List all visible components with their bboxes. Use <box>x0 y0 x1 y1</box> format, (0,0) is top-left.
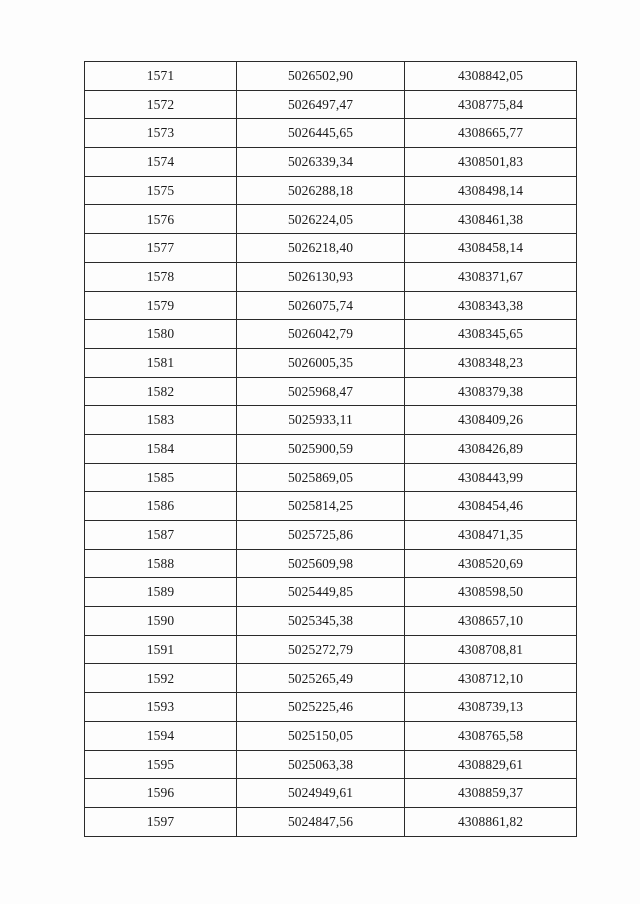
x-coordinate-cell: 5025063,38 <box>237 750 405 779</box>
table-row <box>85 377 577 406</box>
y-coordinate-cell: 4308829,61 <box>405 750 577 779</box>
point-number-cell: 1574 <box>85 148 237 177</box>
table-row <box>85 721 577 750</box>
x-coordinate-cell: 5025609,98 <box>237 549 405 578</box>
point-number-cell: 1585 <box>85 463 237 492</box>
table-row <box>85 119 577 148</box>
point-number-cell: 1572 <box>85 90 237 119</box>
y-coordinate-cell: 4308348,23 <box>405 348 577 377</box>
table-row <box>85 549 577 578</box>
point-number-cell: 1575 <box>85 176 237 205</box>
table-row <box>85 693 577 722</box>
y-coordinate-cell: 4308775,84 <box>405 90 577 119</box>
point-number-cell: 1581 <box>85 348 237 377</box>
y-coordinate-cell: 4308739,13 <box>405 693 577 722</box>
point-number-cell: 1591 <box>85 635 237 664</box>
table-row <box>85 492 577 521</box>
point-number-cell: 1594 <box>85 721 237 750</box>
x-coordinate-cell: 5026075,74 <box>237 291 405 320</box>
table-row <box>85 463 577 492</box>
x-coordinate-cell: 5026288,18 <box>237 176 405 205</box>
table-row <box>85 320 577 349</box>
table-row <box>85 635 577 664</box>
point-number-cell: 1596 <box>85 779 237 808</box>
y-coordinate-cell: 4308471,35 <box>405 521 577 550</box>
coordinates-table-body <box>85 62 577 837</box>
x-coordinate-cell: 5026445,65 <box>237 119 405 148</box>
y-coordinate-cell: 4308371,67 <box>405 262 577 291</box>
point-number-cell: 1579 <box>85 291 237 320</box>
point-number-cell: 1582 <box>85 377 237 406</box>
y-coordinate-cell: 4308520,69 <box>405 549 577 578</box>
table-row <box>85 664 577 693</box>
point-number-cell: 1584 <box>85 434 237 463</box>
table-row <box>85 607 577 636</box>
y-coordinate-cell: 4308501,83 <box>405 148 577 177</box>
x-coordinate-cell: 5026224,05 <box>237 205 405 234</box>
x-coordinate-cell: 5026218,40 <box>237 234 405 263</box>
x-coordinate-cell: 5026502,90 <box>237 62 405 91</box>
table-row <box>85 234 577 263</box>
y-coordinate-cell: 4308409,26 <box>405 406 577 435</box>
y-coordinate-cell: 4308708,81 <box>405 635 577 664</box>
table-row <box>85 779 577 808</box>
x-coordinate-cell: 5025900,59 <box>237 434 405 463</box>
table-row <box>85 62 577 91</box>
y-coordinate-cell: 4308426,89 <box>405 434 577 463</box>
y-coordinate-cell: 4308665,77 <box>405 119 577 148</box>
table-row <box>85 148 577 177</box>
table-row <box>85 521 577 550</box>
table-row <box>85 750 577 779</box>
x-coordinate-cell: 5026339,34 <box>237 148 405 177</box>
y-coordinate-cell: 4308454,46 <box>405 492 577 521</box>
point-number-cell: 1583 <box>85 406 237 435</box>
point-number-cell: 1571 <box>85 62 237 91</box>
x-coordinate-cell: 5026497,47 <box>237 90 405 119</box>
x-coordinate-cell: 5024949,61 <box>237 779 405 808</box>
y-coordinate-cell: 4308498,14 <box>405 176 577 205</box>
table-row <box>85 807 577 836</box>
x-coordinate-cell: 5025933,11 <box>237 406 405 435</box>
x-coordinate-cell: 5025272,79 <box>237 635 405 664</box>
table-row <box>85 176 577 205</box>
point-number-cell: 1588 <box>85 549 237 578</box>
x-coordinate-cell: 5024847,56 <box>237 807 405 836</box>
point-number-cell: 1597 <box>85 807 237 836</box>
point-number-cell: 1595 <box>85 750 237 779</box>
y-coordinate-cell: 4308458,14 <box>405 234 577 263</box>
point-number-cell: 1576 <box>85 205 237 234</box>
table-row <box>85 90 577 119</box>
table-row <box>85 205 577 234</box>
point-number-cell: 1586 <box>85 492 237 521</box>
y-coordinate-cell: 4308345,65 <box>405 320 577 349</box>
table-row <box>85 406 577 435</box>
y-coordinate-cell: 4308443,99 <box>405 463 577 492</box>
table-row <box>85 578 577 607</box>
x-coordinate-cell: 5025725,86 <box>237 521 405 550</box>
point-number-cell: 1573 <box>85 119 237 148</box>
point-number-cell: 1593 <box>85 693 237 722</box>
x-coordinate-cell: 5025968,47 <box>237 377 405 406</box>
y-coordinate-cell: 4308859,37 <box>405 779 577 808</box>
y-coordinate-cell: 4308343,38 <box>405 291 577 320</box>
y-coordinate-cell: 4308461,38 <box>405 205 577 234</box>
x-coordinate-cell: 5025225,46 <box>237 693 405 722</box>
point-number-cell: 1578 <box>85 262 237 291</box>
y-coordinate-cell: 4308861,82 <box>405 807 577 836</box>
y-coordinate-cell: 4308598,50 <box>405 578 577 607</box>
point-number-cell: 1577 <box>85 234 237 263</box>
x-coordinate-cell: 5026042,79 <box>237 320 405 349</box>
point-number-cell: 1592 <box>85 664 237 693</box>
table-row <box>85 291 577 320</box>
table-row <box>85 262 577 291</box>
y-coordinate-cell: 4308842,05 <box>405 62 577 91</box>
y-coordinate-cell: 4308379,38 <box>405 377 577 406</box>
y-coordinate-cell: 4308657,10 <box>405 607 577 636</box>
y-coordinate-cell: 4308712,10 <box>405 664 577 693</box>
coordinates-table <box>84 61 577 837</box>
x-coordinate-cell: 5025449,85 <box>237 578 405 607</box>
x-coordinate-cell: 5025150,05 <box>237 721 405 750</box>
x-coordinate-cell: 5026005,35 <box>237 348 405 377</box>
x-coordinate-cell: 5025265,49 <box>237 664 405 693</box>
x-coordinate-cell: 5025345,38 <box>237 607 405 636</box>
point-number-cell: 1580 <box>85 320 237 349</box>
point-number-cell: 1589 <box>85 578 237 607</box>
table-row <box>85 434 577 463</box>
x-coordinate-cell: 5026130,93 <box>237 262 405 291</box>
point-number-cell: 1587 <box>85 521 237 550</box>
x-coordinate-cell: 5025814,25 <box>237 492 405 521</box>
point-number-cell: 1590 <box>85 607 237 636</box>
table-row <box>85 348 577 377</box>
y-coordinate-cell: 4308765,58 <box>405 721 577 750</box>
x-coordinate-cell: 5025869,05 <box>237 463 405 492</box>
